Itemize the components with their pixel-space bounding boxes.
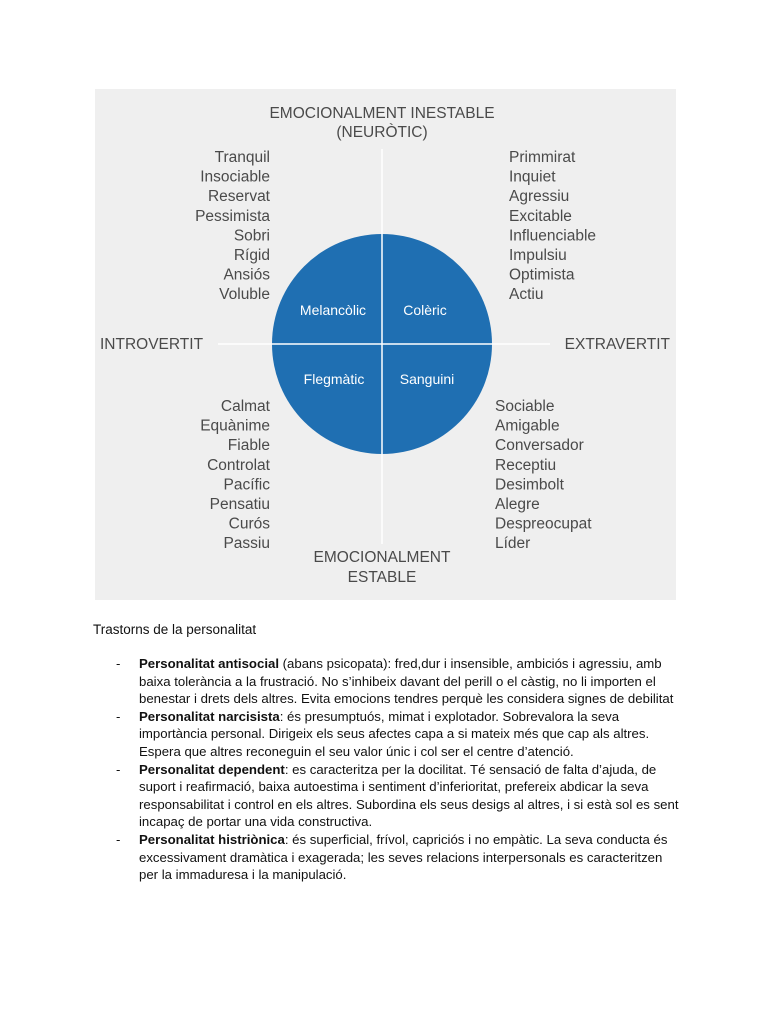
trait-label: Reservat [207, 188, 270, 206]
quadrant-sanguini: Sanguini [399, 371, 455, 387]
list-term: Personalitat narcisista [139, 708, 280, 724]
section-title: Trastorns de la personalitat [93, 622, 257, 637]
trait-label: Passiu [223, 535, 270, 553]
list-bullet: - [116, 761, 121, 777]
trait-label: Fiable [227, 437, 270, 455]
trait-label: Inquiet [509, 168, 556, 186]
trait-label: Excitable [509, 207, 572, 225]
top-label-line-2: (NEURÒTIC) [336, 124, 428, 141]
right-axis-label: EXTRAVERTIT [564, 336, 670, 353]
quadrant-coleric: Colèric [403, 302, 447, 318]
quadrant-flegmatic: Flegmàtic [303, 371, 365, 387]
traits-bottom-right [495, 398, 592, 552]
trait-label: Conversador [495, 437, 584, 455]
list-item-histrionica [112, 831, 682, 884]
quadrant-melancolic: Melancòlic [299, 302, 367, 318]
trait-label: Rígid [233, 247, 270, 264]
list-item-antisocial [112, 655, 682, 708]
trait-label: Receptiu [495, 456, 557, 474]
temperament-diagram [95, 89, 676, 600]
trait-label: Voluble [219, 286, 270, 304]
list-term: Personalitat antisocial [139, 656, 279, 671]
traits-bottom-left [200, 398, 270, 552]
top-label-line-1: EMOCIONALMENT INESTABLE [269, 105, 495, 122]
list-item-dependent [112, 761, 682, 831]
trait-label: Controlat [207, 456, 270, 474]
trait-label: Impulsiu [509, 247, 567, 264]
trait-label: Líder [495, 535, 531, 553]
trait-label: Alegre [495, 496, 540, 513]
list-term: Personalitat dependent [139, 761, 285, 777]
trait-label: Desimbolt [495, 476, 564, 494]
traits-top-right [509, 149, 596, 303]
traits-top-left [195, 149, 271, 303]
trait-label: Equànime [200, 417, 270, 435]
list-bullet: - [116, 656, 121, 671]
trait-label: Calmat [220, 398, 270, 415]
bottom-label-line-1: EMOCIONALMENT [313, 549, 451, 566]
bottom-label-line-2: ESTABLE [347, 569, 417, 586]
trait-label: Amigable [495, 417, 560, 435]
trait-label: Pessimista [195, 207, 270, 225]
list-text: : és presumptuós, mimat i explotador. Sobrevalora la seva importància personal. Dirigeix els seus afectes capa a si mateix més que cap als altres. Espera que altres reconeguin el seu valor únic i col ser el centre d’atenció. [139, 708, 650, 759]
trait-label: Influenciable [509, 227, 597, 245]
trait-label: Sociable [495, 398, 555, 415]
trait-label: Sobri [233, 227, 270, 245]
list-text: : es caracteritza per la docilitat. Té sensació de falta d’ajuda, de suport i reafirmació, baixa autoestima i sentiment d’inferioritat, prefereix abdicar la seva responsabilitat i control en els altres. Subordina els seus desigs al altres, i si està sol es sent incapaç de portar una vida constructiva. [139, 761, 679, 830]
list-text: (abans psicopata): fred,dur i insensible, ambiciós i agressiu, amb baixa tolerància a la frustració. No s’inhibeix davant del perill o el càstig, no li importen el benestar i drets dels altres. Evita emocions tendres perquè les considera signes de debilitat [139, 656, 674, 707]
trait-label: Pensatiu [209, 496, 270, 513]
list-item-narcisista [112, 708, 682, 761]
trait-label: Pacífic [223, 476, 270, 494]
trait-label: Actiu [509, 286, 544, 304]
left-axis-label: INTROVERTIT [100, 336, 204, 353]
trait-label: Insociable [200, 168, 270, 186]
trait-label: Optimista [509, 266, 575, 284]
list-term: Personalitat histriònica [139, 831, 285, 847]
trait-label: Tranquil [214, 149, 270, 166]
trait-label: Primmirat [509, 149, 576, 166]
trait-label: Curós [228, 515, 270, 533]
list-bullet: - [116, 708, 121, 724]
list-text: : és superficial, frívol, capriciós i no empàtic. La seva conducta és excessivament dramàtica i exagerada; les seves relacions interpersonals es caracteritzen per la immaduresa i la manipulació. [139, 831, 668, 883]
disorder-list [112, 655, 682, 884]
trait-label: Despreocupat [495, 515, 592, 533]
trait-label: Ansiós [223, 266, 270, 284]
list-bullet: - [116, 831, 121, 847]
trait-label: Agressiu [509, 188, 570, 206]
